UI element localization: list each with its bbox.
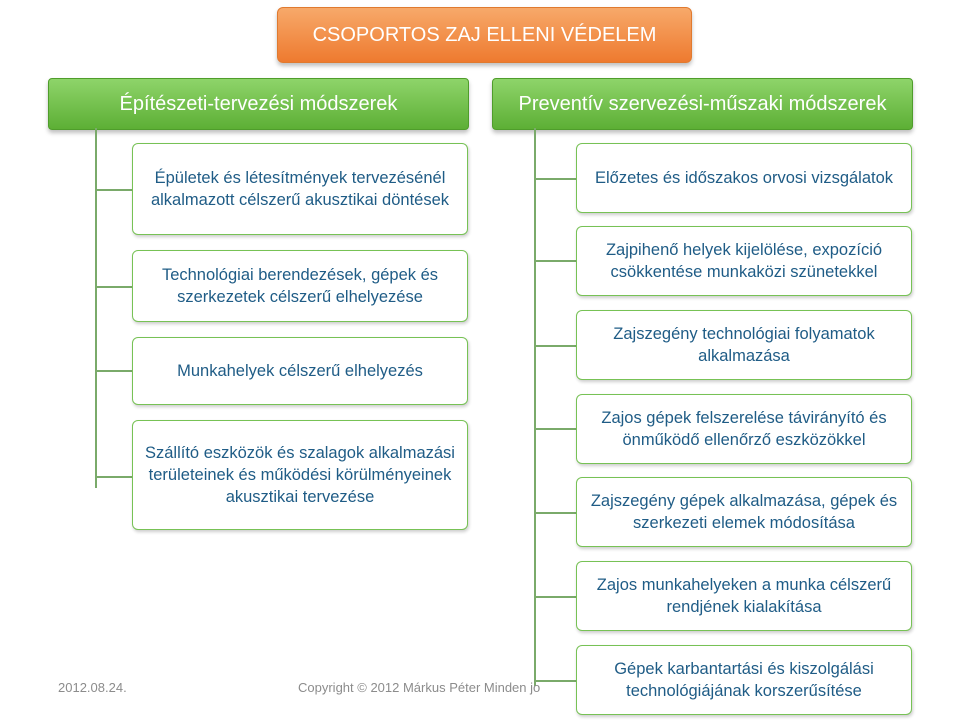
left-branch-2 [95,286,132,288]
right-branch-6 [534,596,576,598]
right-item-3: Zajszegény technológiai folyamatok alkalmazása [576,310,912,380]
left-item-2: Technológiai berendezések, gépek és szerkezetek célszerű elhelyezése [132,250,468,322]
right-item-2: Zajpihenő helyek kijelölése, expozíció csökkentése munkaközi szünetekkel [576,226,912,296]
diagram-title: CSOPORTOS ZAJ ELLENI VÉDELEM [277,7,692,63]
right-branch-2 [534,260,576,262]
left-branch-1 [95,189,132,191]
right-branch-3 [534,345,576,347]
right-branch-1 [534,178,576,180]
right-connector-line [534,128,536,686]
footer-copyright: Copyright © 2012 Márkus Péter Minden jo [298,680,541,695]
right-item-6: Zajos munkahelyeken a munka célszerű rendjének kialakítása [576,561,912,631]
footer-date: 2012.08.24. [58,680,127,695]
right-branch-5 [534,512,576,514]
right-branch-4 [534,428,576,430]
left-branch-4 [95,476,132,478]
left-item-1: Épületek és létesítmények tervezésénél alkalmazott célszerű akusztikai döntések [132,143,468,235]
left-branch-3 [95,370,132,372]
left-connector-line [95,128,97,488]
category-preventive-organizational: Preventív szervezési-műszaki módszerek [492,78,913,130]
right-item-5: Zajszegény gépek alkalmazása, gépek és szerkezeti elemek módosítása [576,477,912,547]
right-item-4: Zajos gépek felszerelése távirányító és önműködő ellenőrző eszközökkel [576,394,912,464]
left-item-4: Szállító eszközök és szalagok alkalmazási területeinek és működési körülményeinek akusztikai tervezése [132,420,468,530]
right-item-7: Gépek karbantartási és kiszolgálási technológiájának korszerűsítése [576,645,912,715]
category-architectural-design: Építészeti-tervezési módszerek [48,78,469,130]
right-item-1: Előzetes és időszakos orvosi vizsgálatok [576,143,912,213]
right-branch-7 [534,680,576,682]
left-item-3: Munkahelyek célszerű elhelyezés [132,337,468,405]
